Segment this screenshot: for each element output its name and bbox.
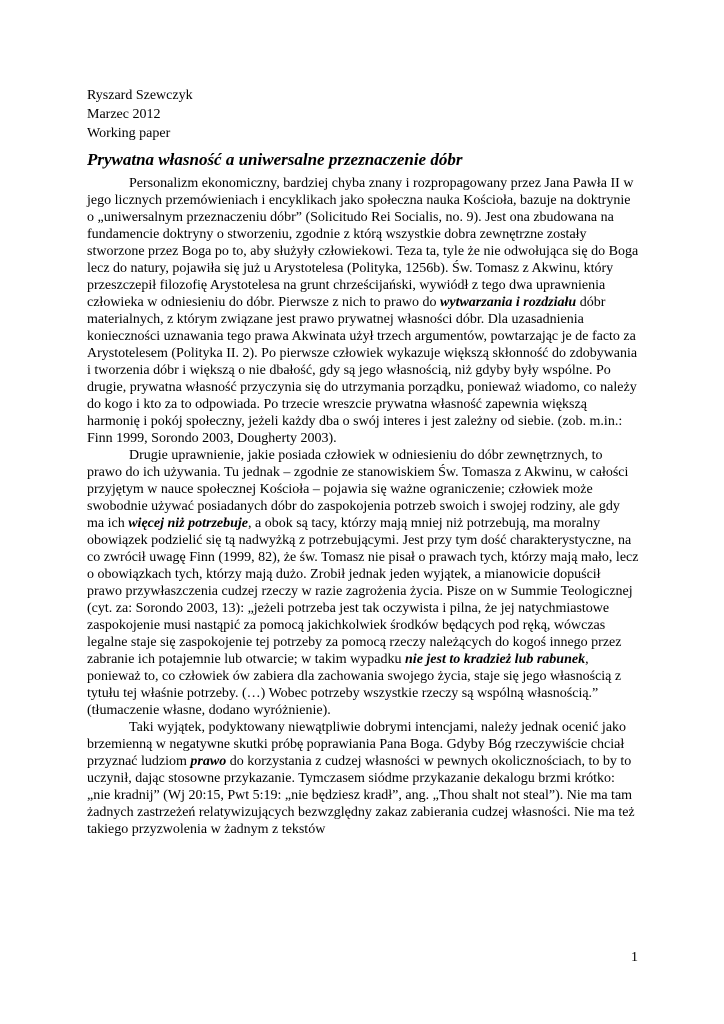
emphasized-text: prawo (190, 754, 227, 769)
paragraph-3 (87, 719, 639, 838)
paragraph-text: Personalizm ekonomiczny, bardziej chyba znany i rozpropagowany przez Jana Pawła II w jego licznych przemówieniach i encyklikach jako społeczna nauka Kościoła, bazuje na doktrynie o „uniwersalnym przeznaczeniu dóbr” (Solicitudo Rei Socialis, no. 9). Jest ona zbudowana na fundamencie doktryny o stworzeniu, zgodnie z którą wszystkie dobra zewnętrzne zostały stworzone przez Boga po to, aby służyły człowiekowi. Teza ta, tyle że nie odwołująca się do Boga lecz do natury, pojawiła się już u Arystotelesa (Polityka, 1256b). Św. Tomasz z Akwinu, który przeszczepił filozofię Arystotelesa na grunt chrześcijański, wywiódł z tego dwa uprawnienia człowieka w odniesieniu do dóbr. Pierwsze z nich to prawo do (87, 176, 639, 310)
document-type: Working paper (87, 126, 171, 141)
paragraph-text: , a obok są tacy, którzy mają mniej niż potrzebują, ma moralny obowiązek podzielić się tą nadwyżką z potrzebującymi. Jest przy tym dość charakterystyczne, na co zwrócił uwagę Finn (1999, 82), że św. Tomasz nie pisał o prawach tych, którzy mają mało, lecz o obowiązkach tych, którzy mają dużo. Zrobił jednak jeden wyjątek, a mianowicie dopuścił prawo przywłaszczenia cudzej rzeczy w razie zagrożenia życia. Pisze on w Summie Teologicznej (cyt. za: Sorondo 2003, 13): „jeżeli potrzeba jest tak oczywista i pilna, że jej natychmiastowe zaspokojenie musi nastąpić za pomocą jakichkolwiek środków będących pod ręką, wówczas legalne staje się zaspokojenie tej potrzeby za pomocą rzeczy należących do kogoś innego przez zabranie ich potajemnie lub otwarcie; w takim wypadku (87, 516, 639, 667)
document-body (87, 175, 639, 838)
paragraph-text: do korzystania z cudzej własności w pewnych okolicznościach, to by to uczynił, dając stosowne przykazanie. Tymczasem siódme przykazanie dekalogu brzmi krótko: „nie kradnij” (Wj 20:15, Pwt 5:19: „nie będziesz kradł”, ang. „Thou shalt not steal”). Nie ma tam żadnych zastrzeżeń relatywizujących bezwzględny zakaz zabierania cudzej własności. Nie ma też takiego przyzwolenia w żadnym z tekstów (87, 754, 635, 837)
document-date: Marzec 2012 (87, 107, 161, 122)
document-title: Prywatna własność a uniwersalne przeznaczenie dóbr (87, 150, 463, 169)
paragraph-1 (87, 175, 639, 447)
paragraph-text: Drugie uprawnienie, jakie posiada człowiek w odniesieniu do dóbr zewnętrznych, to prawo do ich używania. Tu jednak – zgodnie ze stanowiskiem Św. Tomasza z Akwinu, w całości przyjętym w nauce społecznej Kościoła – pojawia się ważne ograniczenie; człowiek może swobodnie używać posiadanych dóbr do zaspokojenia potrzeb swoich i swojej rodziny, ale gdy ma ich (87, 448, 629, 531)
paragraph-text: , ponieważ to, co człowiek ów zabiera dla zachowania swojego życia, staje się jego własnością z tytułu tej właśnie potrzeby. (…) Wobec potrzeby wszystkie rzeczy są wspólną własnością.” (tłumaczenie własne, dodano wyróżnienie). (87, 652, 622, 718)
page-number: 1 (631, 950, 638, 965)
author-name: Ryszard Szewczyk (87, 88, 193, 103)
paragraph-2 (87, 447, 639, 719)
paragraph-text: Taki wyjątek, podyktowany niewątpliwie dobrymi intencjami, należy jednak ocenić jako brzemienną w negatywne skutki próbę poprawiania Pana Boga. Gdyby Bóg rzeczywiście chciał przyznać ludziom (87, 720, 627, 769)
emphasized-text: nie jest to kradzież lub rabunek (405, 652, 586, 667)
emphasized-text: więcej niż potrzebuje (128, 516, 248, 531)
document-header (87, 86, 193, 143)
paragraph-text: dóbr materialnych, z którym związane jest prawo prywatnej własności dóbr. Dla uzasadnienia konieczności uznawania tego prawa Akwinata użył trzech argumentów, powtarzając je de facto za Arystotelesem (Polityka II. 2). Po pierwsze człowiek wykazuje większą skłonność do zdobywania i tworzenia dóbr i większą o nie dbałość, gdy są jego własnością, niż gdyby były wspólne. Po drugie, prywatna własność przyczynia się do utrzymania porządku, ponieważ wiadomo, co należy do kogo i kto za to odpowiada. Po trzecie wreszcie prywatna własność zapewnia większą harmonię i pokój społeczny, jeżeli każdy dba o swój interes i jest zależny od siebie. (zob. m.in.: Finn 1999, Sorondo 2003, Dougherty 2003). (87, 295, 638, 446)
emphasized-text: wytwarzania i rozdziału (440, 295, 577, 310)
